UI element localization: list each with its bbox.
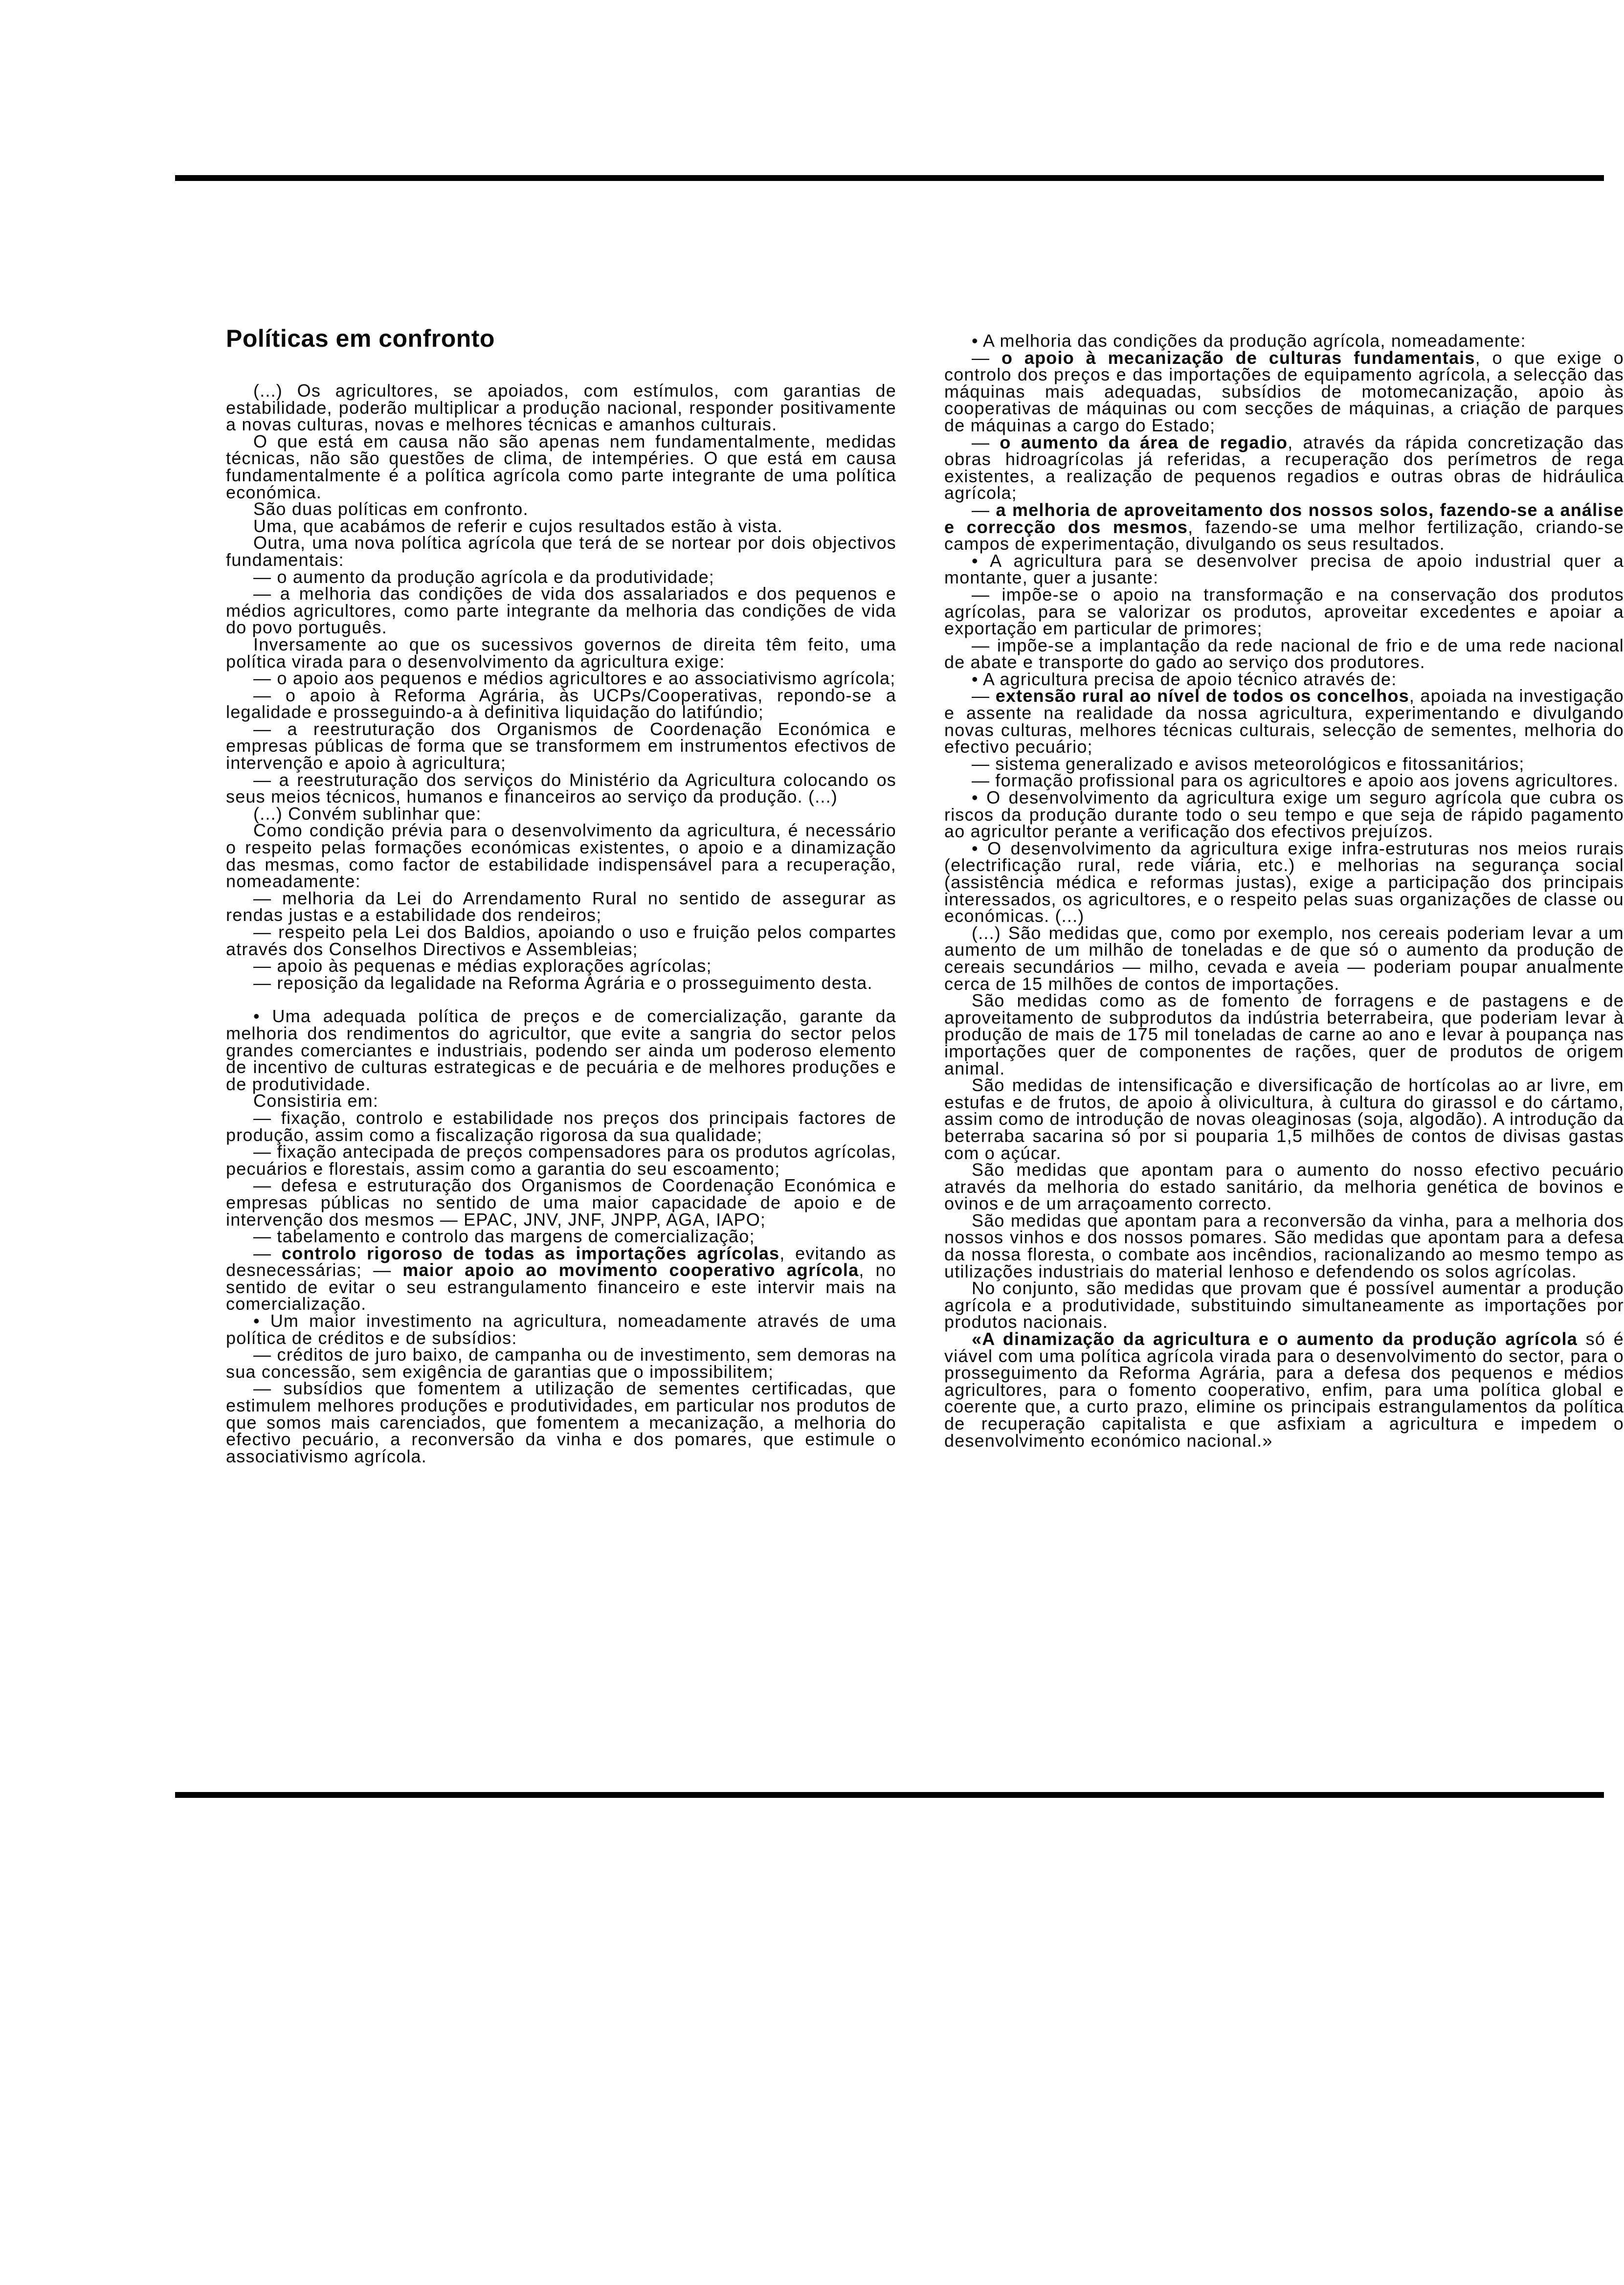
paragraph: — defesa e estruturação dos Organismos de Coordenação Económica e empresas públicas no sentido de uma maior capacidade de apoio e de intervenção dos mesmos — EPAC, JNV, JNF, JNPP, AGA, IAPO; [226,1175,896,1230]
paragraph: — a melhoria das condições de vida dos assalariados e dos pequenos e médios agricultores, como parte integrante da melhoria das condições de vida do povo português. [226,583,896,638]
paragraph: Uma, que acabámos de referir e cujos resultados estão à vista. [253,515,783,536]
text-segment: — [253,1243,282,1263]
paragraph: (...) Os agricultores, se apoiados, com estímulos, com garantias de estabilidade, poderão multiplicar a produção nacional, responder positivamente a novas culturas, novas e melhores técnicas e amanhos culturais. [226,381,896,435]
paragraph [226,1245,896,1313]
article-title: Políticas em confronto [226,325,495,352]
paragraph [944,347,1624,435]
paragraph: • A agricultura para se desenvolver precisa de apoio industrial quer a montante, quer a jusante: [944,550,1624,588]
text-segment: , fazendo-se uma melhor fertilização, criando-se campos de experimentação, divulgando os seus resultados. [944,516,1624,554]
paragraph [944,434,1624,502]
paragraph: — apoio às pequenas e médias explorações agrícolas; [253,956,712,976]
paragraph: • A melhoria das condições da produção agrícola, nomeadamente: [972,331,1526,351]
paragraph: — tabelamento e controlo das margens de comercialização; [253,1226,755,1247]
paragraph: (...) São medidas que, como por exemplo, nos cereais poderiam levar a um aumento de um milhão de toneladas e de que só o aumento da produção de cereais secundários — milho, cevada e aveia — poderiam poupar anualmente cerca de 15 milhões de contos de importações. [944,922,1624,994]
paragraph: • O desenvolvimento da agricultura exige um seguro agrícola que cubra os riscos da produção durante todo o seu tempo e que seja de rápido pagamento ao agricultor perante a verificação dos efectivos prejuízos. [944,787,1624,842]
right-text-column [944,333,1624,1449]
paragraph [944,1331,1624,1449]
bold-text-segment: «A dinamização da agricultura e o aumento da produção agrícola [972,1329,1578,1349]
paragraph: — o apoio à Reforma Agrária, às UCPs/Cooperativas, repondo-se a legalidade e prosseguindo-a à definitiva liquidação do latifúndio; [226,685,896,722]
paragraph: — o aumento da produção agrícola e da produtividade; [253,566,714,587]
paragraph: São medidas que apontam para a reconversão da vinha, para a melhoria dos nossos vinhos e dos nossos pomares. São medidas que apontam para a defesa da nossa floresta, o combate aos incêndios, racionalizando ao mesmo tempo as utilizações industriais do material lenhoso e defendendo os solos agrícolas. [944,1210,1624,1281]
text-segment: , apoiada na investigação e assente na realidade da nossa agricultura, experimentando e divulgando novas culturas, melhores técnicas culturais, selecção de sementes, melhoria do efectivo pecuário; [944,686,1624,757]
top-horizontal-rule [175,175,1604,181]
paragraph: — créditos de juro baixo, de campanha ou de investimento, sem demoras na sua concessão, sem exigência de garantias que o impossibilitem; [226,1344,896,1382]
paragraph: São medidas de intensificação e diversificação de hortícolas ao ar livre, em estufas e de frutos, de apoio à olivicultura, à cultura do girassol e do cártamo, assim como de introdução de novas oleaginosas (soja, algodão). A introdução da beterraba sacarina só por si pouparia 1,5 milhões de contos de divisas gastas com o açúcar. [944,1075,1624,1163]
paragraph: — formação profissional para os agricultores e apoio aos jovens agricultores. [972,770,1619,791]
text-segment: , evitando as desnecessárias; — [226,1243,896,1280]
text-segment: , o que exige o controlo dos preços e das importações de equipamento agrícola, a selecção das máquinas mais adequadas, subsídios de motomecanização, apoio às cooperativas de máquinas ou com secções de máquinas, a criação de parques de máquinas a cargo do Estado; [944,347,1624,435]
paragraph: — subsídios que fomentem a utilização de sementes certificadas, que estimulem melhores produções e produtividades, em particular nos produtos de que somos mais carenciados, que fomentem a mecanização, a melhoria do efectivo pecuário, a reconversão da vinha e dos pomares, que estimule o associativismo agrícola. [226,1378,896,1466]
paragraph: — fixação antecipada de preços compensadores para os produtos agrícolas, pecuários e florestais, assim como a garantia do seu escoamento; [226,1142,896,1179]
paragraph: — reposição da legalidade na Reforma Agrária e o prosseguimento desta. [253,972,873,993]
paragraph: Como condição prévia para o desenvolvimento da agricultura, é necessário o respeito pelas formações económicas existentes, o apoio e a dinamização das mesmas, como factor de estabilidade indispensável para a recuperação, nomeadamente: [226,820,896,892]
bold-text-segment: controlo rigoroso de todas as importações agrícolas [281,1243,780,1263]
paragraph: — o apoio aos pequenos e médios agricultores e ao associativismo agrícola; [253,668,896,689]
paragraph: (...) Convém sublinhar que: [253,803,482,824]
paragraph: • Um maior investimento na agricultura, nomeadamente através de uma política de créditos e de subsídios: [226,1311,896,1348]
text-segment: — [972,686,996,706]
left-text-column [226,382,896,1465]
paragraph [944,688,1624,755]
bold-text-segment: extensão rural ao nível de todos os concelhos [995,686,1409,706]
paragraph: O que está em causa não são apenas nem fundamentalmente, medidas técnicas, não são questões de clima, de intempéries. O que está em causa fundamentalmente é a política agrícola como parte integrante de uma política económica. [226,431,896,502]
paragraph: — impõe-se o apoio na transformação e na conservação dos produtos agrícolas, para se valorizar os produtos, aproveitar excedentes e apoiar a exportação em particular de primores; [944,584,1624,639]
bold-text-segment: a melhoria de aproveitamento dos nossos solos, fazendo-se a análise e correcção dos mesmos [944,499,1624,537]
text-segment: — [972,347,1001,368]
paragraph: — a reestruturação dos serviços do Ministério da Agricultura colocando os seus meios técnicos, humanos e financeiros ao serviço da produção. (...) [226,769,896,807]
bottom-horizontal-rule [175,1792,1604,1798]
paragraph: Consistiria em: [253,1091,379,1111]
paragraph: — impõe-se a implantação da rede nacional de frio e de uma rede nacional de abate e transporte do gado ao serviço dos produtores. [944,635,1624,672]
paragraph [944,499,1624,554]
paragraph: Outra, uma nova política agrícola que terá de se nortear por dois objectivos fundamentais: [226,533,896,570]
bold-text-segment: o aumento da área de regadio [1000,432,1288,452]
paragraph: — respeito pela Lei dos Baldios, apoiando o uso e fruição pelos compartes através dos Conselhos Directivos e Assembleias; [226,922,896,959]
paragraph: — sistema generalizado e avisos meteorológicos e fitossanitários; [972,753,1525,774]
paragraph: São medidas como as de fomento de forragens e de pastagens e de aproveitamento de subprodutos da indústria beterrabeira, que poderiam levar à produção de mais de 175 mil toneladas de carne ao ano e levar à poupança nas importações quer de componentes de rações, quer de produtos de origem animal. [944,990,1624,1078]
bold-text-segment: o apoio à mecanização de culturas fundamentais [1001,347,1475,368]
paragraph: São medidas que apontam para o aumento do nosso efectivo pecuário através da melhoria do estado sanitário, da melhoria genética de bovinos e ovinos e de um arraçoamento correcto. [944,1160,1624,1214]
text-segment: — [972,499,996,520]
paragraph: No conjunto, são medidas que provam que é possível aumentar a produção agrícola e a produtividade, substituindo simultaneamente as importações por produtos nacionais. [944,1278,1624,1332]
text-segment: só é viável com uma política agrícola virada para o desenvolvimento do sector, para o prosseguimento da Reforma Agrária, para a defesa dos pequenos e médios agricultores, para o fomento cooperativo, enfim, para uma política global e coerente que, a curto prazo, elimine os principais estrangulamentos da política de recuperação capitalista e que asfixiam a agricultura e impedem o desenvolvimento económico nacional.» [944,1329,1624,1451]
paragraph: Inversamente ao que os sucessivos governos de direita têm feito, uma política virada para o desenvolvimento da agricultura exige: [226,634,896,672]
bold-text-segment: maior apoio ao movimento cooperativo agrícola [402,1260,859,1280]
paragraph: — a reestruturação dos Organismos de Coordenação Económica e empresas públicas de forma que se transformem em instrumentos efectivos de intervenção e apoio à agricultura; [226,718,896,773]
text-segment: , através da rápida concretização das obras hidroagrícolas já referidas, a recuperação dos perímetros de rega existentes, a realização de pequenos regadios e outras obras de hidráulica agrícola; [944,432,1624,503]
paragraph: • A agricultura precisa de apoio técnico através de: [972,669,1397,689]
paragraph: São duas políticas em confronto. [253,499,529,519]
text-segment: — [972,432,1000,452]
paragraph: — melhoria da Lei do Arrendamento Rural no sentido de assegurar as rendas justas e a estabilidade dos rendeiros; [226,888,896,925]
paragraph: • Uma adequada política de preços e de comercialização, garante da melhoria dos rendimentos do agricultor, que evite a sangria do sector pelos grandes comerciantes e industriais, podendo ser ainda um poderoso elemento de incentivo de culturas estrategicas e de pecuária e de melhores produções e de produtividade. [226,1006,896,1094]
paragraph: • O desenvolvimento da agricultura exige infra-estruturas nos meios rurais (electrificação rural, rede viária, etc.) e melhorias na segurança social (assistência médica e reformas justas), exige a participação dos principais interessados, os agricultores, e o respeito pelas suas organizações de classe ou económicas. (...) [944,838,1624,926]
paragraph: — fixação, controlo e estabilidade nos preços dos principais factores de produção, assim como a fiscalização rigorosa da sua qualidade; [226,1107,896,1145]
text-segment: , no sentido de evitar o seu estrangulamento financeiro e este intervir mais na comercialização. [226,1260,896,1314]
